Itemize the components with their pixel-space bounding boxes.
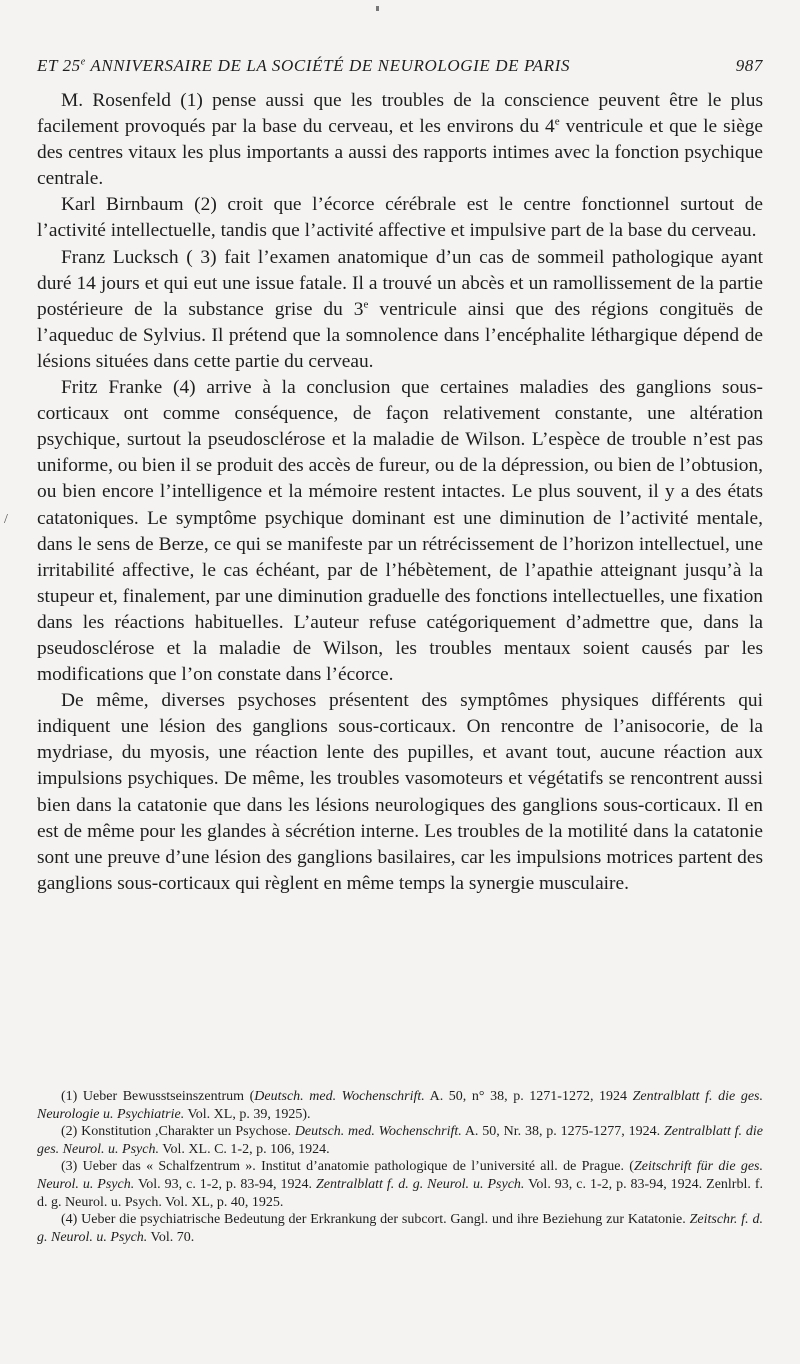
- footnote-3: (3) Ueber das « Schalfzentrum ». Institut d’anatomie pathologique de l’université all. de Prague. (Zeitschrift für die ges. Neurol. u. Psych. Vol. 93, c. 1-2, p. 83-94, 1924. Zentralblatt f. d. g. Neurol. u. Psych. Vol. 93, c. 1-2, p. 83-94, 1924. Zenlrbl. f. d. g. Neurol. u. Psych. Vol. XL, p. 40, 1925.: [37, 1159, 763, 1210]
- running-title: ET 25e ANNIVERSAIRE DE LA SOCIÉTÉ DE NEUROLOGIE DE PARIS: [37, 56, 571, 75]
- footnotes: [37, 1088, 763, 1246]
- page-number: 987: [735, 56, 763, 75]
- footnote-4: (4) Ueber die psychiatrische Bedeutung der Erkrankung der subcort. Gangl. und ihre Beziehung zur Katatonie. Zeitschr. f. d. g. Neurol. u. Psych. Vol. 70.: [37, 1212, 763, 1245]
- paragraph-lucksch: Franz Lucksch ( 3) fait l’examen anatomique d’un cas de sommeil pathologique ayant duré 14 jours et qui eut une issue fatale. Il a trouvé un abcès et un ramollissement de la partie postérieure de la substance grise du 3e ventricule ainsi que des régions congituës de l’aqueduc de Sylvius. Il prétend que la somnolence dans l’encéphalite léthargique dépend de lésions situées dans cette partie du cerveau.: [37, 246, 763, 372]
- paragraph-psychoses: De même, diverses psychoses présentent des symptômes physiques différents qui indiquent une lésion des ganglions sous-corticaux. On rencontre de l’anisocorie, de la mydriase, du myosis, une réaction lente des pupilles, et avant tout, aucune réaction aux impulsions psychiques. De même, les troubles vasomoteurs et végétatifs se rencontrent aussi bien dans la catatonie que dans les lésions neurologiques des ganglions sous-corticaux. Il en est de même pour les glandes à sécrétion interne. Les troubles de la motilité dans la catatonie sont une preuve d’une lésion des ganglions basilaires, car les impulsions motrices partent des ganglions sous-corticaux qui règlent en même temps la synergie musculaire.: [37, 690, 763, 894]
- paragraph-franke: Fritz Franke (4) arrive à la conclusion que certaines maladies des ganglions sous-corticaux ont comme conséquence, de façon relativement constante, une altération psychique, surtout la pseudosclérose et la maladie de Wilson. L’espèce de trouble n’est pas uniforme, ou bien il se produit des accès de fureur, ou de la dépression, ou bien de l’obtusion, ou bien encore l’intelligence et la mémoire restent intactes. Le plus souvent, il y a des états catatoniques. Le symptôme psychique dominant est une diminution de l’activité mentale, dans le sens de Berze, ce qui se manifeste par un rétrécissement de l’horizon intellectuel, une irritabilité affective, le cas échéant, par de l’hébètement, de l’apathie atteignant jusqu’à la stupeur et, finalement, par une diminution graduelle des fonctions intellectuelles, une fixation dans les réactions habituelles. L’auteur refuse catégoriquement d’admettre que, dans la pseudosclérose et la maladie de Wilson, les troubles mentaux soient causés par les modifications que l’on constate dans l’écorce.: [37, 377, 763, 686]
- paragraph-birnbaum: Karl Birnbaum (2) croit que l’écorce cérébrale est le centre fonctionnel surtout de l’activité intellectuelle, tandis que l’activité affective et impulsive part de la base du cerveau.: [37, 194, 763, 242]
- running-header: [37, 56, 763, 76]
- paragraph-rosenfeld: M. Rosenfeld (1) pense aussi que les troubles de la conscience peuvent être le plus facilement provoqués par la base du cerveau, et les environs du 4e ventricule et que le siège des centres vitaux les plus importants a aussi des rapports intimes avec la fonction psychique centrale.: [37, 90, 764, 190]
- footnote-2: (2) Konstitution ,Charakter un Psychose. Deutsch. med. Wochenschrift. A. 50, Nr. 38, p. 1275-1277, 1924. Zentralblatt f. die ges. Neurol. u. Psych. Vol. XL. C. 1-2, p. 106, 1924.: [37, 1124, 763, 1157]
- margin-mark: /: [4, 512, 8, 527]
- footnote-1: (1) Ueber Bewusstseinszentrum (Deutsch. med. Wochenschrift. A. 50, n° 38, p. 1271-1272, 1924 Zentralblatt f. die ges. Neurologie u. Psychiatrie. Vol. XL, p. 39, 1925).: [37, 1089, 763, 1122]
- scan-speck: [376, 6, 379, 11]
- body-text: [37, 88, 763, 897]
